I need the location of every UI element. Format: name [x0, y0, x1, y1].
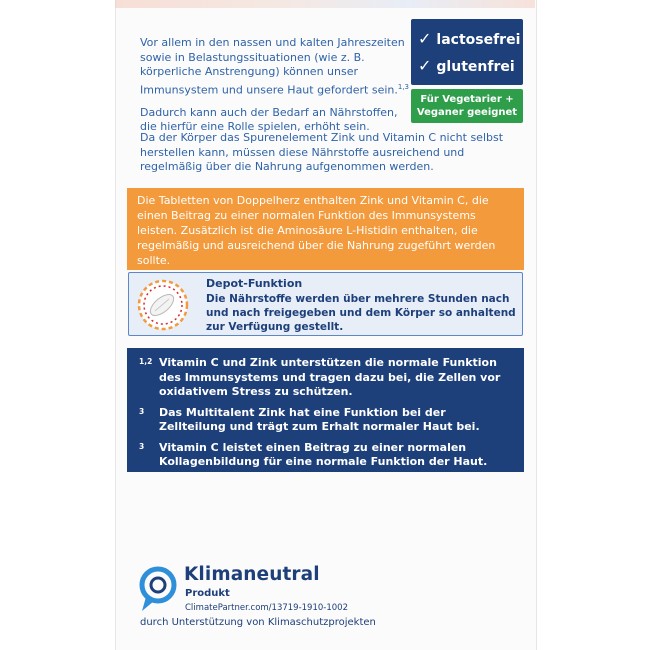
footnote-ref: 1,3: [397, 82, 410, 91]
climate-neutral-title: Klimaneutral: [184, 564, 320, 585]
gluten-free-line: ✓ glutenfrei: [418, 56, 515, 75]
intro-text: [140, 36, 415, 143]
climate-partner-icon: [138, 565, 180, 615]
footnote-ref: 3: [139, 441, 145, 451]
check-icon: ✓: [418, 56, 432, 75]
health-claim: 3 Das Multitalent Zink hat eine Funktion bei der Zellteilung und trägt zum Erhalt normaler Haut bei.: [139, 405, 480, 433]
health-claims-box: [127, 348, 524, 472]
climate-neutral-subtitle: Produkt: [185, 588, 230, 599]
footnote-ref: 3: [139, 406, 145, 416]
depot-tablet-icon: [135, 277, 191, 333]
top-color-strip: [115, 0, 535, 8]
depot-title: Depot-Funktion: [206, 277, 303, 290]
climate-support-text: durch Unterstützung von Klimaschutzprojekten: [140, 617, 376, 628]
climate-partner-url: ClimatePartner.com/13719-1910-1002: [185, 603, 348, 613]
intro-paragraph-3: Da der Körper das Spurenelement Zink und Vitamin C nicht selbst herstellen kann, müssen diese Nährstoffe ausreichend und regelmäßig über die Nahrung aufgenommen werden.: [140, 131, 504, 173]
check-icon: ✓: [418, 29, 432, 48]
lactose-free-line: ✓ lactosefrei: [418, 29, 521, 48]
product-info-box: Die Tabletten von Doppelherz enthalten Zink und Vitamin C, die einen Beitrag zu einer normalen Funktion des Immunsystems leisten. Zusätzlich ist die Aminosäure L-Histidin enthalten, die regelmäßig und ausreichend über die Nahrung zugeführt werden sollte.: [127, 188, 524, 270]
depot-function-box: [128, 272, 523, 336]
free-from-badge: [411, 19, 523, 85]
health-claim: 1,2 Vitamin C und Zink unterstützen die normale Funktion des Immunsystems und tragen dazu bei, die Zellen vor oxidativem Stress zu schützen.: [139, 356, 501, 398]
intro-paragraph-1: Vor allem in den nassen und kalten Jahreszeiten sowie in Belastungssituationen (wie z. B. körperliche Anstrengung) können unser Immunsystem und unsere Haut gefordert sein.$^{1,3}$: [140, 36, 410, 97]
footnote-ref: 1,2: [139, 357, 153, 366]
intro-paragraph-2: Dadurch kann auch der Bedarf an Nährstoffen, die hierfür eine Rolle spielen, erhöht sein.: [140, 105, 398, 134]
health-claim: 3 Vitamin C leistet einen Beitrag zu einer normalen Kollagenbildung für eine normale Funktion der Haut.: [139, 440, 488, 468]
depot-text: Die Nährstoffe werden über mehrere Stunden nach und nach freigegeben und dem Körper so anhaltend zur Verfügung gestellt.: [206, 293, 516, 333]
vegan-badge: Für Vegetarier + Veganer geeignet: [411, 89, 523, 123]
